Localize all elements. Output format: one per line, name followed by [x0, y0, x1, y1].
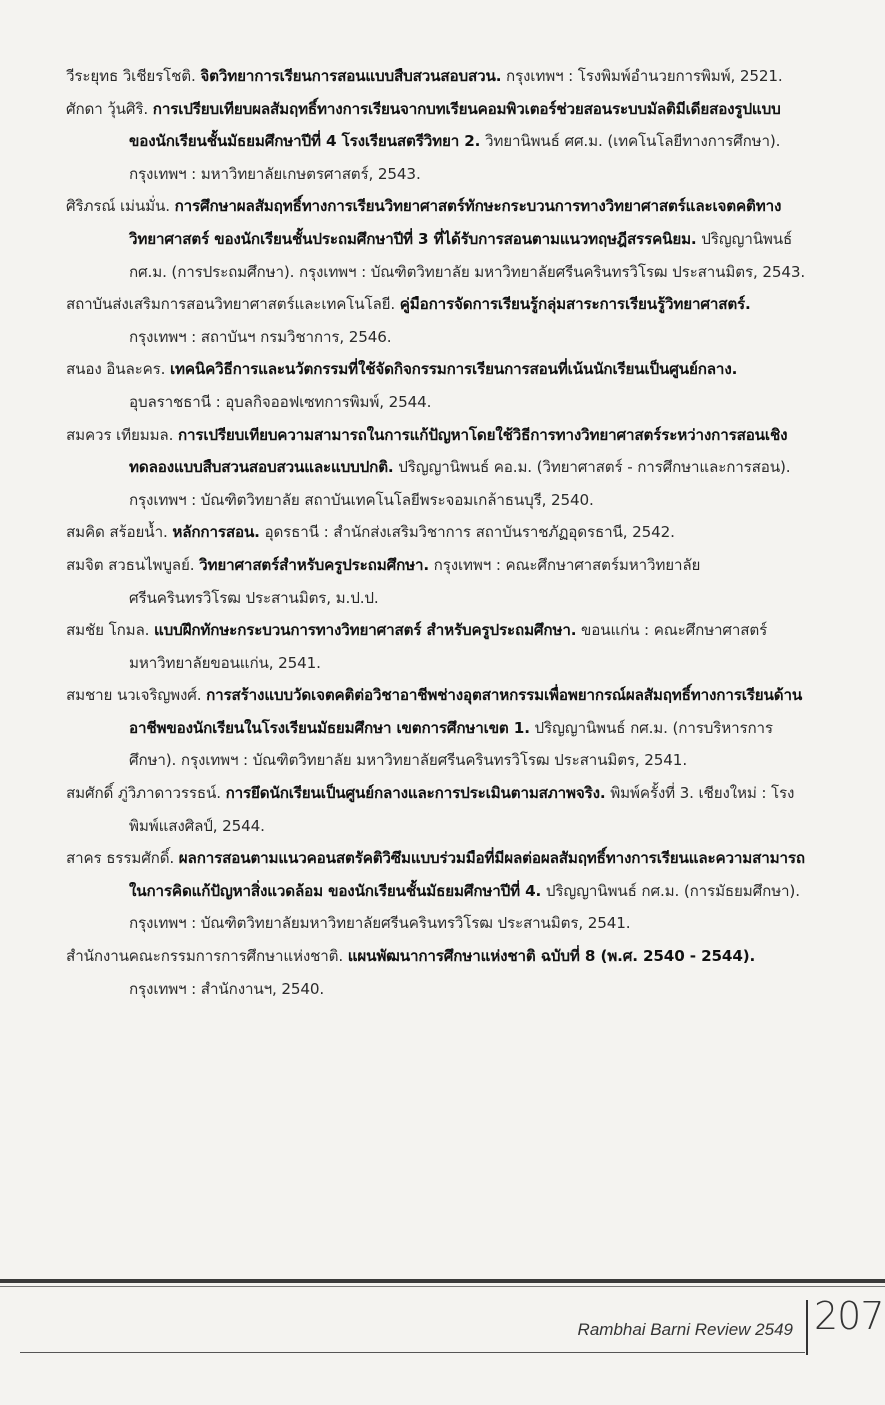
reference-publication: กรุงเทพฯ : สถาบันฯ กรมวิชาการ, 2546. — [129, 327, 392, 346]
reference-list — [66, 60, 812, 1005]
reference-publication: ปริญญานิพนธ์ คอ.ม. (วิทยาศาสตร์ - การศึกษาและการสอน). กรุงเทพฯ : บัณฑิตวิทยาลัย สถาบันเทคโนโลยีพระจอมเกล้าธนบุรี, 2540. — [129, 458, 791, 509]
page-number-divider — [806, 1300, 808, 1355]
reference-entry — [66, 353, 812, 418]
reference-title: หลักการสอน. — [172, 523, 260, 542]
reference-entry — [66, 679, 812, 777]
reference-title: แผนพัฒนาการศึกษาแห่งชาติ ฉบับที่ 8 (พ.ศ. 2540 - 2544). — [347, 947, 756, 966]
page-number: 207 — [814, 1294, 884, 1338]
reference-publication: อุดรธานี : สำนักส่งเสริมวิชาการ สถาบันราชภัฏอุดรธานี, 2542. — [259, 523, 675, 542]
reference-author: สมควร เทียมมล. — [66, 425, 178, 444]
reference-title: คู่มือการจัดการเรียนรู้กลุ่มสาระการเรียนรู้วิทยาศาสตร์. — [399, 295, 751, 314]
reference-author: สถาบันส่งเสริมการสอนวิทยาศาสตร์และเทคโนโลยี. — [66, 295, 400, 314]
reference-entry — [66, 93, 812, 191]
reference-title: การยึดนักเรียนเป็นศูนย์กลางและการประเมินตามสภาพจริง. — [225, 784, 606, 803]
reference-entry — [66, 940, 812, 1005]
reference-title: ผลการสอนตามแนวคอนสตรัคติวิซึมแบบร่วมมือที่มีผลต่อผลสัมฤทธิ์ทางการเรียนและความสามารถในการคิดแก้ปัญหาสิ่งแวดล้อม ของนักเรียนชั้นมัธยมศึกษาปีที่ 4. — [129, 849, 805, 900]
reference-publication: กรุงเทพฯ : สำนักงานฯ, 2540. — [129, 979, 325, 998]
reference-publication: กรุงเทพฯ : โรงพิมพ์อำนวยการพิมพ์, 2521. — [501, 67, 783, 85]
reference-author: วีระยุทธ วิเชียรโชติ. — [66, 67, 201, 85]
reference-entry — [66, 516, 812, 549]
reference-publication: พิมพ์ครั้งที่ 3. เชียงใหม่ : โรงพิมพ์แสงศิลป์, 2544. — [129, 784, 795, 835]
reference-entry — [66, 60, 812, 93]
journal-name: Rambhai Barni Review 2549 — [577, 1320, 793, 1339]
reference-title: การเปรียบเทียบผลสัมฤทธิ์ทางการเรียนจากบทเรียนคอมพิวเตอร์ช่วยสอนระบบมัลติมีเดียสองรูปแบบ ของนักเรียนชั้นมัธยมศึกษาปีที่ 4 โรงเรียนสตรีวิทยา 2. — [129, 99, 781, 151]
reference-title: วิทยาศาสตร์สำหรับครูประถมศึกษา. — [199, 555, 429, 574]
reference-entry — [66, 777, 812, 842]
reference-author: ศิริภรณ์ เม่นมั่น. — [66, 197, 175, 216]
reference-publication: ปริญญานิพนธ์ กศ.ม. (การบริหารการศึกษา). กรุงเทพฯ : บัณฑิตวิทยาลัย มหาวิทยาลัยศรีนครินทรวิโรฒ ประสานมิตร, 2541. — [129, 718, 773, 770]
reference-entry — [66, 614, 812, 679]
reference-author: สมศักดิ์ ภู่วิภาดาวรรธน์. — [66, 784, 226, 803]
reference-title: แบบฝึกทักษะกระบวนการทางวิทยาศาสตร์ สำหรับครูประถมศึกษา. — [154, 621, 577, 640]
reference-author: สมชาย นวเจริญพงศ์. — [66, 686, 207, 705]
reference-publication: วิทยานิพนธ์ ศศ.ม. (เทคโนโลยีทางการศึกษา). กรุงเทพฯ : มหาวิทยาลัยเกษตรศาสตร์, 2543. — [129, 132, 781, 183]
reference-author: สมจิต สวธนไพบูลย์. — [66, 555, 200, 574]
reference-title: เทคนิควิธีการและนวัตกรรมที่ใช้จัดกิจกรรมการเรียนการสอนที่เน้นนักเรียนเป็นศูนย์กลาง. — [170, 360, 738, 379]
footer-rule-thin — [0, 1286, 885, 1287]
reference-entry — [66, 842, 812, 940]
reference-author: สำนักงานคณะกรรมการการศึกษาแห่งชาติ. — [66, 947, 348, 966]
reference-publication: อุบลราชธานี : อุบลกิจออฟเซทการพิมพ์, 2544. — [129, 392, 432, 411]
reference-author: สมชัย โกมล. — [66, 621, 154, 640]
reference-title: จิตวิทยาการเรียนการสอนแบบสืบสวนสอบสวน. — [200, 67, 502, 85]
reference-author: สาคร ธรรมศักดิ์. — [66, 849, 179, 868]
reference-publication: กรุงเทพฯ : คณะศึกษาศาสตร์มหาวิทยาลัยศรีนครินทรวิโรฒ ประสานมิตร, ม.ป.ป. — [129, 555, 701, 607]
footer-underline — [20, 1352, 805, 1353]
reference-entry — [66, 419, 812, 517]
reference-author: สมคิด สร้อยน้ำ. — [66, 523, 173, 542]
reference-publication: ปริญญานิพนธ์ กศ.ม. (การประถมศึกษา). กรุงเทพฯ : บัณฑิตวิทยาลัย มหาวิทยาลัยศรีนครินทรวิโรฒ ประสานมิตร, 2543. — [129, 229, 806, 281]
reference-publication: ขอนแก่น : คณะศึกษาศาสตร์ มหาวิทยาลัยขอนแก่น, 2541. — [129, 621, 768, 672]
reference-title: การศึกษาผลสัมฤทธิ์ทางการเรียนวิทยาศาสตร์ทักษะกระบวนการทางวิทยาศาสตร์และเจตคติทางวิทยาศาสตร์ ของนักเรียนชั้นประถมศึกษาปีที่ 3 ที่ได้รับการสอนตามแนวทฤษฎีสรรคนิยม. — [129, 197, 782, 248]
footer-rule-thick — [0, 1279, 885, 1283]
reference-entry — [66, 190, 812, 288]
reference-entry — [66, 288, 812, 353]
reference-publication: ปริญญานิพนธ์ กศ.ม. (การมัธยมศึกษา). กรุงเทพฯ : บัณฑิตวิทยาลัยมหาวิทยาลัยศรีนครินทรวิโรฒ ประสานมิตร, 2541. — [129, 881, 800, 933]
reference-author: สนอง อินละคร. — [66, 360, 171, 379]
reference-title: การเปรียบเทียบความสามารถในการแก้ปัญหาโดยใช้วิธีการทางวิทยาศาสตร์ระหว่างการสอนเชิงทดลองแบบสืบสวนสอบสวนและแบบปกติ. — [129, 425, 788, 477]
reference-title: การสร้างแบบวัดเจตคติต่อวิชาอาชีพช่างอุตสาหกรรมเพื่อพยากรณ์ผลสัมฤทธิ์ทางการเรียนด้านอาชีพของนักเรียนในโรงเรียนมัธยมศึกษา เขตการศึกษาเขต 1. — [129, 686, 803, 737]
reference-author: ศักดา วุ้นศิริ. — [66, 99, 153, 118]
reference-entry — [66, 549, 812, 614]
